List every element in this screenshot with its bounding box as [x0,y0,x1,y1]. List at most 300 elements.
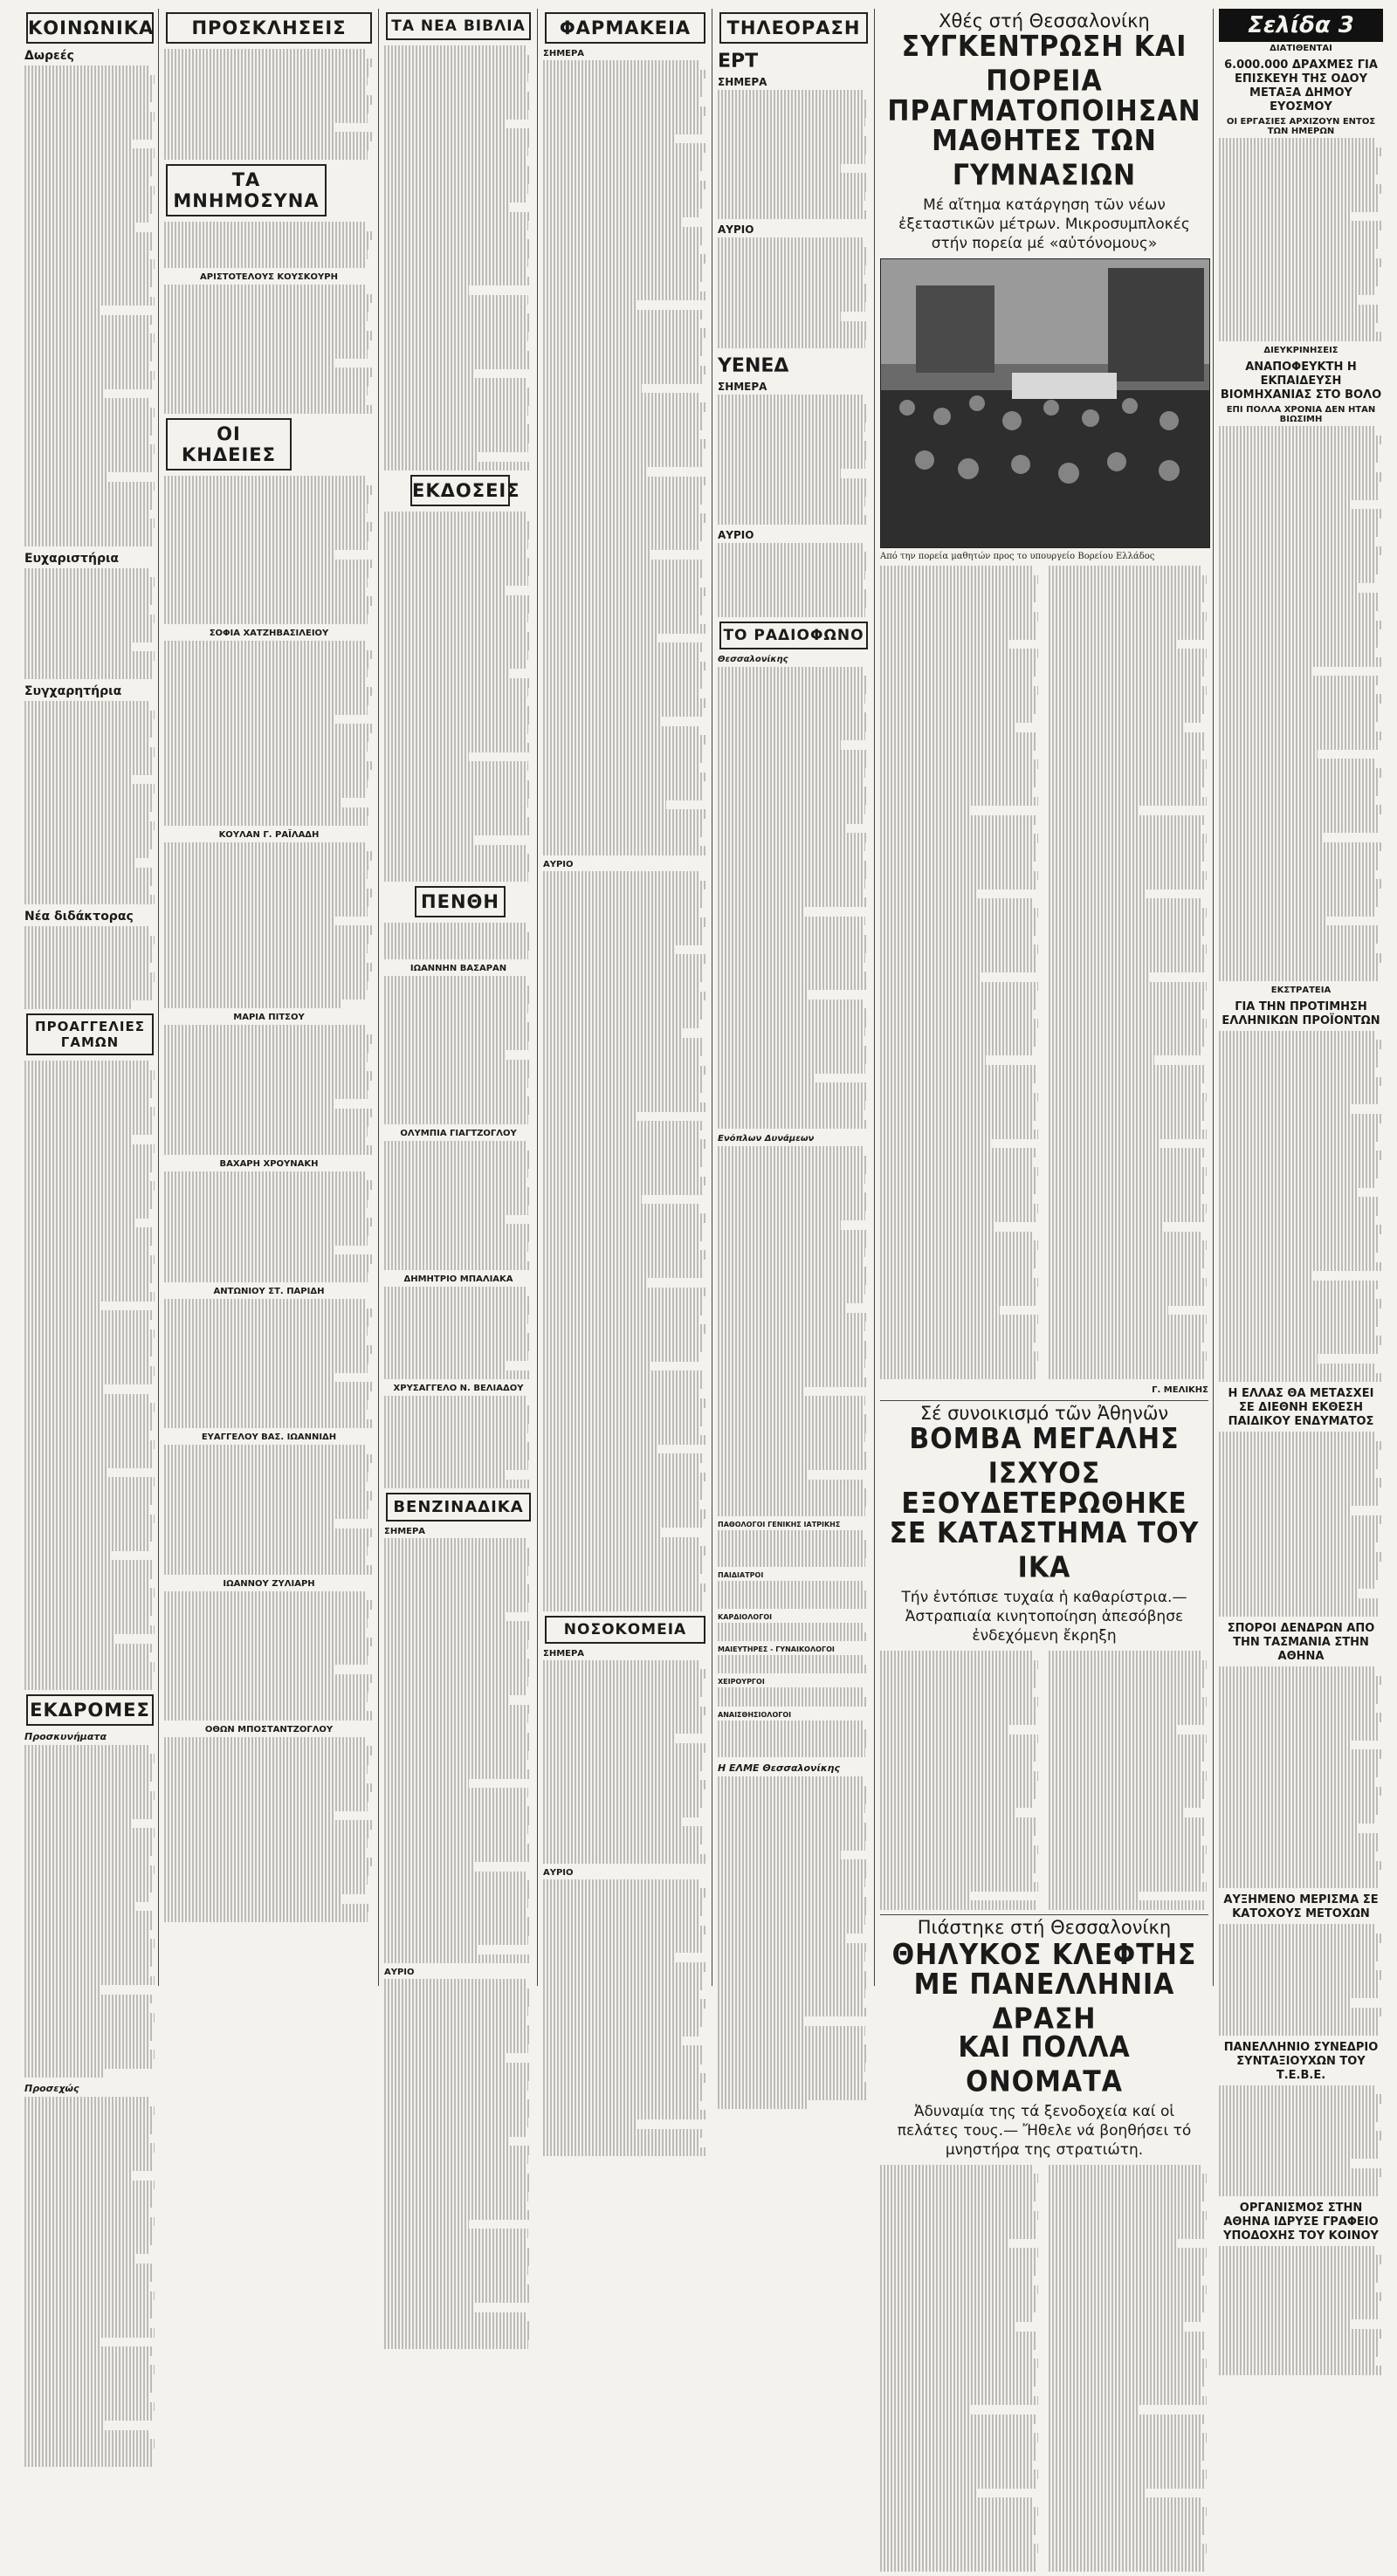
text-line [718,1498,867,1508]
text-line [164,405,372,415]
text-line [24,1126,152,1136]
text-line [880,2415,1036,2424]
text-line [384,1215,505,1225]
text-line [24,176,150,186]
text-line [24,1366,155,1376]
text-line [164,816,368,826]
text-line [1219,1970,1381,1980]
text-line [1049,1176,1205,1185]
text-line [718,935,868,945]
text-line [24,1652,150,1662]
story2-headline-line: ΒΟΜΒΑ ΜΕΓΑΛΗΣ ΙΣΧΥΟΣ [909,1422,1180,1491]
section-title-television: ΤΗΛΕΟΡΑΣΗ [719,12,868,44]
text-line [543,1463,700,1473]
pharmacy-list [543,60,707,855]
text-line [1049,825,1202,835]
text-line [718,2016,804,2026]
text-line [384,1714,528,1723]
text-line [24,757,153,766]
text-line [24,2439,155,2449]
text-line [24,1810,152,1819]
text-line [24,661,153,670]
text-line [718,1632,868,1642]
text-line [384,752,469,762]
text-line [24,2393,150,2402]
text-line [164,1034,372,1044]
text-line [543,735,705,745]
text-line [1219,323,1376,333]
text-line [543,708,704,718]
text-line [1049,1854,1205,1864]
text-line [24,2384,152,2394]
text-line [24,991,152,1000]
text-line [880,2470,1038,2479]
text-line [880,1075,1036,1084]
text-line [1049,1296,1204,1306]
text-line [880,2285,1038,2295]
text-line [880,649,1038,658]
text-line [718,1027,865,1037]
text-line [880,2193,1036,2202]
text-line [24,803,152,813]
text-line [1219,1188,1357,1198]
text-line [718,1313,867,1322]
text-line [384,715,530,725]
text-line [164,485,372,495]
text-line [1219,1787,1381,1796]
text-line [718,201,864,210]
article-body [718,1776,870,2109]
text-line [543,292,705,301]
text-line [24,1930,150,1940]
text-line [718,1952,865,1961]
text-line [880,843,1036,853]
headline: 6.000.000 ΔΡΑΧΜΕΣ ΓΙΑ ΕΠΙΣΚΕΥΗ ΤΗΣ ΟΔΟΥ ΜΕΤΑΞΑ ΔΗΜΟΥ ΕΥΟΣΜΟΥ [1224,58,1378,113]
funeral-name: ΚΟΥΛΑΝ Γ. ΡΑΪΛΑΔΗ [218,829,320,840]
text-line [1049,1324,1205,1334]
text-line [1219,1317,1378,1327]
article-body [24,926,155,1009]
text-line [1219,2150,1378,2160]
text-line [1049,890,1145,899]
text-line [543,467,646,477]
text-line [718,944,867,953]
article-body [164,842,374,1009]
text-line [1219,1031,1376,1041]
text-line [543,1241,700,1251]
text-line [164,1317,369,1327]
text-line [1219,1515,1381,1525]
text-line [384,1361,505,1370]
section-title-pharmacies: ΦΑΡΜΑΚΕΙΑ [545,12,705,44]
text-line [1049,695,1205,704]
text-line [1219,491,1378,500]
text-line [384,1396,526,1405]
text-line [24,2153,153,2162]
text-line [164,86,365,95]
text-line [164,1646,369,1656]
text-line [24,886,150,896]
text-line [1049,2220,1205,2229]
text-line [1219,221,1381,230]
text-line [1219,1851,1376,1861]
text-line [880,917,1036,927]
text-line [24,1856,150,1865]
text-line [880,1055,986,1065]
text-line [384,1548,531,1557]
text-line [164,368,372,377]
section-title-social: ΚΟΙΝΩΝΙΚΑ [26,12,154,44]
text-line [1049,2470,1207,2479]
text-line [24,371,155,381]
text-line [1219,1534,1378,1543]
text-line [1219,1373,1381,1383]
text-line [384,2312,526,2322]
text-line [1219,694,1381,704]
text-line [1049,1789,1204,1799]
text-line [543,1398,705,1408]
text-line [718,284,868,293]
text-line [24,1606,152,1616]
text-line [543,1084,702,1094]
text-line [24,1274,152,1283]
text-line [384,1538,526,1548]
text-line [543,1981,702,1990]
text-line [880,695,1036,704]
text-line [880,2340,1036,2350]
text-line [718,1350,867,1359]
section-title-hospitals: ΝΟΣΟΚΟΜΕΙΑ [545,1616,705,1644]
text-line [24,812,150,821]
text-line [164,231,372,241]
text-line [1049,954,1205,964]
text-line [1219,1281,1378,1290]
text-line [1219,1299,1381,1309]
text-line [1049,640,1178,649]
text-line [1049,612,1207,622]
text-line [1219,463,1376,472]
text-line [24,1070,155,1080]
text-line [1219,629,1380,639]
text-line [880,779,1036,788]
text-line [543,1546,705,1556]
text-line [164,141,369,151]
story-divider [880,1914,1208,1915]
text-line [164,476,365,485]
story2-kicker: Σέ συνοικισμό τῶν Ἀθηνῶν [919,1403,1169,1425]
funeral-name: ΙΩΑΝΝΟΥ ΖΥΛΙΑΡΗ [223,1578,315,1589]
story1-headline-line: ΠΡΑΓΜΑΤΟΠΟΙΗΣΑΝ [887,94,1201,128]
text-line [384,827,530,836]
text-line [164,1053,368,1062]
text-line [164,1336,365,1345]
text-line [543,300,637,310]
text-line [164,359,334,368]
text-line [880,908,1038,917]
text-line [543,680,702,690]
text-line [543,662,705,671]
text-line [384,1723,526,1733]
text-line [384,688,528,697]
text-line [24,1357,150,1366]
article-body [164,1445,374,1574]
text-line [718,571,865,580]
text-line [24,1625,155,1635]
text-line [543,1888,705,1898]
funeral-name: ΕΥΑΓΓΕΛΟΥ ΒΑΣ. ΙΩΑΝΝΙΔΗ [201,1432,337,1443]
text-line [880,964,1036,973]
text-line [384,378,526,388]
text-line [718,1739,867,1748]
text-line [880,2497,1034,2507]
text-line [1219,472,1381,482]
text-line [543,1592,704,1602]
text-line [543,1453,702,1463]
text-line [164,889,372,898]
text-line [880,759,1038,769]
text-line [543,1780,705,1789]
text-line [1219,2168,1381,2178]
text-line [384,1686,526,1696]
subhead-cardiologists: ΚΑΡΔΙΟΛΟΓΟΙ [718,1613,773,1622]
text-line [543,1213,705,1223]
text-line [24,738,150,747]
text-line [384,1621,531,1631]
text-line [164,861,369,870]
text-line [384,2266,528,2276]
text-line [543,1602,702,1611]
text-line [543,871,700,881]
text-line [1219,2357,1376,2366]
text-line [1219,444,1380,454]
text-line [880,1817,1036,1827]
text-line [384,1825,528,1835]
text-line [1219,2187,1378,2196]
text-line [24,1579,150,1589]
text-line [384,531,530,540]
text-line [384,2118,528,2127]
text-line [543,116,704,126]
text-line [384,863,530,873]
story3-deck: Ἀδυναμία της τά ξενοδοχεία καί οἱ πελάτες τους.— Ἤθελε νά βοηθήσει τό μνηστήρα της στρατιώτη. [897,2102,1192,2159]
text-line [543,421,702,430]
text-line [384,148,528,157]
text-line [718,1046,868,1055]
text-line [24,2300,153,2310]
text-line [164,1711,372,1721]
text-line [1219,2131,1381,2140]
text-line [1049,1873,1202,1883]
text-line [1219,1879,1378,1889]
text-line [543,1130,700,1140]
text-line [718,561,867,571]
text-line [24,2365,155,2374]
text-line [880,2276,1034,2285]
text-line [164,917,334,926]
text-line [543,2073,705,2083]
text-line [543,1519,704,1528]
text-line [1049,1762,1202,1771]
text-line [1219,2366,1381,2375]
text-line [880,1176,1036,1185]
text-line [543,945,676,955]
text-line [880,2312,1034,2322]
text-line [718,414,867,423]
text-line [24,1560,153,1570]
text-line [1219,657,1381,667]
text-line [24,1329,155,1339]
text-line [880,1121,1034,1130]
subhead-tomorrow: ΑΥΡΙΟ [718,223,754,237]
subhead-upcoming: Προσεχώς [24,2083,79,2095]
text-line [1219,1524,1380,1534]
text-line [384,230,526,240]
text-line [543,828,702,837]
text-line [1219,1336,1381,1345]
text-line [384,1576,526,1585]
text-line [384,1050,505,1060]
text-line [24,343,153,353]
text-line [164,1600,372,1610]
text-line [1049,898,1202,908]
text-line [718,1460,867,1470]
text-line [384,1287,526,1296]
text-line [164,1491,372,1501]
funeral-name: ΜΑΡΙΑ ΠΙΤΣΟΥ [233,1013,305,1023]
text-line [24,2023,153,2032]
text-line [1049,2340,1204,2350]
text-line [384,854,531,863]
text-line [543,982,700,992]
text-line [24,972,155,982]
text-line [24,454,153,464]
story1-headline-line: ΣΥΓΚΕΝΤΡΩΣΗ ΚΑΙ ΠΟΡΕΙΑ [901,30,1187,99]
text-line [1049,1306,1168,1315]
text-line [880,1185,1036,1195]
text-line [1049,2174,1207,2183]
text-line [1049,982,1207,992]
text-line [1049,2562,1204,2572]
text-line [24,1283,150,1293]
text-line [1049,1268,1202,1278]
article-body [384,1538,533,1963]
text-line [1219,1870,1380,1879]
text-line [1219,574,1376,584]
text-line [384,110,528,120]
text-line [24,519,155,528]
text-line [543,1362,651,1371]
text-line [384,2303,473,2312]
text-line [1049,2396,1207,2406]
text-line [164,788,365,798]
text-line [384,2007,528,2016]
text-line [1049,815,1204,825]
text-line [24,315,152,325]
column-rule [378,9,379,1986]
text-line [718,1776,864,1786]
text-line [384,941,530,951]
text-line [1049,2332,1205,2341]
text-line [1049,2202,1202,2211]
text-line [384,2137,509,2147]
text-line [880,1019,1038,1028]
text-line [1049,1065,1205,1075]
text-line [164,1547,368,1556]
text-line [718,917,865,926]
text-line [1219,972,1378,981]
text-line [718,990,809,999]
text-line [24,876,152,886]
text-line [24,510,150,519]
text-line [543,1334,704,1343]
text-line [384,258,528,268]
text-line [1219,907,1376,917]
text-line [543,936,702,945]
text-line [880,1827,1036,1837]
text-line [1219,2347,1378,2357]
text-line [1049,908,1207,917]
text-line [24,775,131,785]
text-line [24,1523,153,1533]
text-line [880,2322,1015,2332]
column-pharmacies [543,9,707,1986]
text-line [880,797,1038,807]
text-line [24,1616,150,1625]
channel-ert: ΕΡΤ [718,51,759,72]
text-line [384,872,528,882]
text-line [543,1296,704,1306]
article-body [384,1141,533,1270]
text-line [543,88,702,98]
text-line [24,1237,152,1247]
text-line [880,612,1038,622]
text-line [384,789,530,799]
newspaper-page [16,9,1383,2243]
text-line [384,2238,526,2248]
section-title-mourning: ΠΕΝΘΗ [415,886,506,917]
text-line [384,1414,530,1424]
text-line [24,1338,153,1348]
text-line [24,158,153,168]
text-line [384,45,526,55]
text-line [384,1806,531,1816]
text-line [1219,565,1378,574]
text-line [24,102,150,112]
text-line [880,890,976,899]
text-line [1049,1000,1204,1010]
text-line [718,685,867,695]
text-line [384,2091,526,2100]
text-line [1219,267,1380,277]
text-line [543,652,700,662]
text-line [1049,1735,1207,1744]
text-line [24,711,155,720]
article-body [24,568,155,679]
text-line [384,1603,528,1612]
text-line [543,1990,700,2000]
headline: Η ΕΛΛΑΣ ΘΑ ΜΕΤΑΣΧΕΙ ΣΕ ΔΙΕΘΝΗ ΕΚΘΕΣΗ ΠΑΙΔΙΚΟΥ ΕΝΔΥΜΑΤΟΣ [1228,1387,1374,1429]
text-line [1049,2451,1204,2461]
text-line [1219,436,1381,445]
text-line [718,422,865,432]
text-line [164,294,372,304]
text-line [718,1925,864,1934]
text-line [24,1449,153,1459]
text-line [543,1953,676,1962]
text-line [1219,963,1380,972]
text-line [164,669,368,678]
text-line [880,1296,1036,1306]
